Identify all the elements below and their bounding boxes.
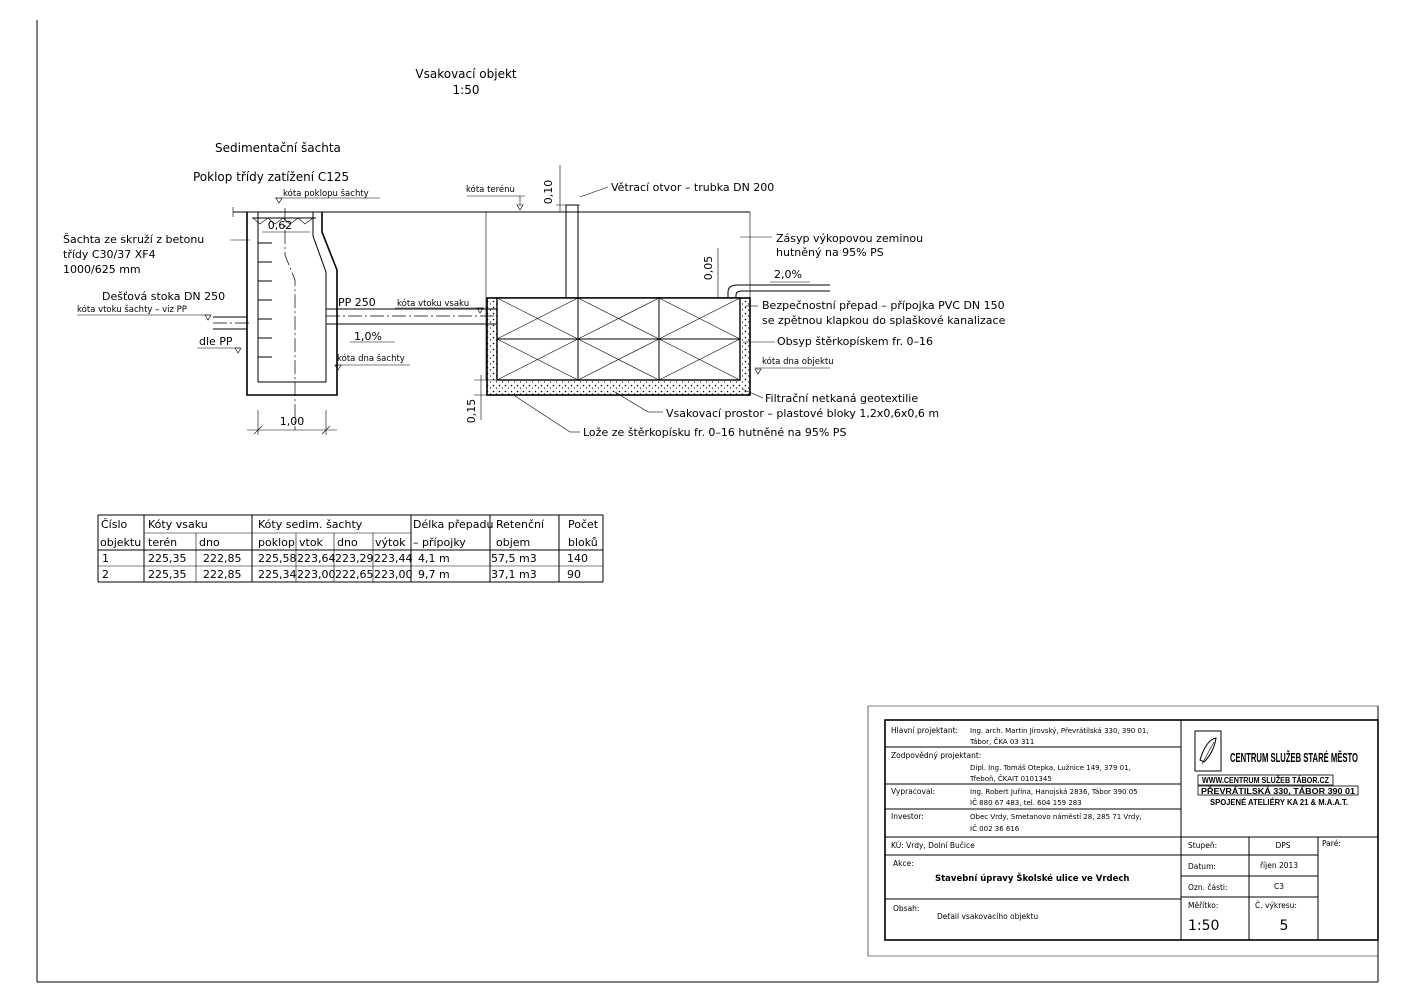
scale-value: 1:50 — [1188, 918, 1220, 934]
lbl-part: Ozn. části: — [1188, 883, 1228, 892]
connecting-pipe-pp250 — [326, 309, 498, 324]
cell: 225,58 — [258, 552, 297, 565]
infiltration-label: Vsakovací prostor – plastové bloky 1,2x0,6x0,6 m — [666, 407, 940, 420]
cell: 225,34 — [258, 568, 297, 581]
stage-value: DPS — [1275, 841, 1291, 850]
cell: 223,64 — [297, 552, 336, 565]
lbl-action: Akce: — [893, 859, 914, 868]
th-num-2: objektu — [100, 536, 142, 549]
cell: 2 — [102, 568, 109, 581]
cell: 1 — [102, 552, 109, 565]
cell: 223,00 — [297, 568, 336, 581]
drawing-scale: 1:50 — [452, 83, 480, 97]
main-designer-1: Ing. arch. Martin Jírovský, Převrátilská 330, 390 01, — [970, 727, 1149, 735]
action-name: Stavební úpravy Školské ulice ve Vrdech — [935, 874, 1130, 884]
cell: 140 — [567, 552, 588, 565]
overflow-line1: Bezpečnostní přepad – přípojka PVC DN 150 — [762, 299, 1005, 312]
th-len-1: Délka přepadu — [413, 518, 494, 531]
dim-1-00: 1,00 — [279, 415, 305, 428]
slope-1-label: 1,0% — [354, 330, 382, 343]
investor-2: IČ 002 36 616 — [970, 825, 1020, 833]
made-by-2: IČ 880 67 483, tel. 604 159 283 — [970, 799, 1082, 807]
lbl-main-designer: Hlavní projektant: — [891, 726, 959, 735]
shaft-desc-line1: Šachta ze skruží z betonu — [63, 233, 205, 246]
responsible-1: Dipl. Ing. Tomáš Otepka, Lužnice 149, 379 01, — [970, 764, 1131, 772]
shaft-title: Sedimentační šachta — [215, 141, 341, 155]
gravel-label: Obsyp štěrkopískem fr. 0–16 — [777, 335, 934, 348]
th-dno2: dno — [337, 536, 358, 549]
tank-inlet-level: kóta vtoku vsaku — [397, 299, 470, 309]
cell: 37,1 m3 — [491, 568, 537, 581]
vent-pipe — [566, 205, 578, 298]
storm-sewer-pipe — [213, 317, 250, 329]
made-by-1: Ing. Robert Juřina, Hanojská 2836, Tábor 390 05 — [970, 788, 1138, 796]
content-name: Detail vsakovacího objektu — [937, 912, 1039, 921]
lbl-investor: Investor: — [891, 812, 924, 821]
responsible-2: Třeboň, ČKAIT 0101345 — [970, 775, 1052, 783]
dim-0-62: 0,62 — [267, 219, 293, 232]
lbl-copies: Paré: — [1322, 839, 1341, 848]
logo-url: WWW.CENTRUM SLUŽEB TÁBOR.CZ — [1202, 776, 1330, 785]
geotextile-label: Filtrační netkaná geotextilie — [765, 392, 919, 405]
sedimentation-shaft — [247, 208, 337, 430]
bedding-label: Lože ze štěrkopísku fr. 0–16 hutněné na 95% PS — [583, 426, 847, 439]
cover-level-label: kóta poklopu šachty — [283, 189, 369, 199]
cadastral-area: KÚ: Vrdy, Dolní Bučice — [891, 841, 975, 850]
dim-0-15: 0,15 — [465, 398, 478, 424]
th-vsak: Kóty vsaku — [148, 518, 208, 531]
backfill-line1: Zásyp výkopovou zeminou — [776, 232, 924, 245]
th-sed: Kóty sedim. šachty — [258, 518, 363, 531]
pipe-pp250-label: PP 250 — [338, 296, 376, 309]
cell: 223,44 — [374, 552, 413, 565]
cell: 223,29 — [335, 552, 374, 565]
th-vytok: výtok — [375, 536, 406, 549]
cell: 225,35 — [148, 552, 187, 565]
company-logo — [1195, 731, 1358, 807]
shaft-inlet-level: kóta vtoku šachty – viz PP — [77, 305, 187, 315]
th-len-2: – přípojky — [413, 536, 466, 549]
cell: 223,00 — [374, 568, 413, 581]
lbl-date: Datum: — [1188, 862, 1216, 871]
backfill-line2: hutněný na 95% PS — [776, 246, 884, 259]
th-ret-1: Retenční — [496, 518, 545, 531]
cell: 225,35 — [148, 568, 187, 581]
logo-address: PŘEVRÁTILSKÁ 330, TÁBOR 390 01 — [1201, 787, 1356, 796]
main-designer-2: Tábor, ČKA 03 311 — [970, 738, 1035, 746]
cell: 57,5 m3 — [491, 552, 537, 565]
th-vtok: vtok — [299, 536, 323, 549]
drawing-number: 5 — [1279, 918, 1289, 934]
lbl-scale: Měřítko: — [1188, 901, 1219, 910]
date-value: říjen 2013 — [1259, 861, 1299, 870]
cell: 222,85 — [203, 552, 242, 565]
lbl-made-by: Vypracoval: — [891, 787, 936, 796]
dim-0-05: 0,05 — [702, 255, 715, 281]
investor-1: Obec Vrdy, Smetanovo náměstí 28, 285 71 Vrdy, — [970, 813, 1142, 821]
tank-bottom-label: kóta dna objektu — [762, 357, 834, 367]
th-poklop: poklop — [258, 536, 295, 549]
sheet-frame — [37, 20, 1378, 982]
slope-2-label: 2,0% — [774, 268, 802, 281]
shaft-desc-line3: 1000/625 mm — [63, 263, 141, 276]
th-ret-2: objem — [496, 536, 531, 549]
part-value: C3 — [1273, 882, 1285, 891]
logo-studios: SPOJENÉ ATELIÉRY KA 21 & M.A.A.T. — [1210, 798, 1348, 807]
shaft-bottom-label: kóta dna šachty — [337, 354, 405, 364]
cover-class-label: Poklop třídy zatížení C125 — [193, 170, 350, 184]
cell: 222,65 — [335, 568, 374, 581]
lbl-drawing-number: Č. výkresu: — [1255, 901, 1297, 910]
th-cnt-2: bloků — [568, 536, 598, 549]
overflow-pipe — [728, 285, 830, 298]
th-teren: terén — [148, 536, 178, 549]
table-row — [102, 552, 588, 565]
infiltration-tank — [487, 298, 750, 395]
lbl-responsible: Zodpovědný projektant: — [891, 751, 982, 760]
vent-label: Větrací otvor – trubka DN 200 — [611, 181, 775, 194]
lbl-content: Obsah: — [893, 904, 920, 913]
lbl-stage: Stupeň: — [1188, 841, 1218, 850]
shaft-desc-line2: třídy C30/37 XF4 — [63, 248, 156, 261]
cell: 4,1 m — [418, 552, 450, 565]
storm-sewer-label: Dešťová stoka DN 250 — [102, 290, 226, 303]
th-num-1: Číslo — [101, 518, 128, 531]
th-dno: dno — [199, 536, 220, 549]
dim-0-10: 0,10 — [542, 179, 555, 205]
cell: 90 — [567, 568, 581, 581]
terrain-level-label: kóta terénu — [466, 185, 515, 195]
level-markers — [275, 196, 525, 210]
cell: 9,7 m — [418, 568, 450, 581]
logo-text: CENTRUM SLUŽEB STARÉ MĚSTO — [1230, 750, 1358, 765]
drawing-title: Vsakovací objekt — [415, 67, 517, 81]
cell: 222,85 — [203, 568, 242, 581]
table-row — [102, 568, 581, 581]
th-cnt-1: Počet — [568, 518, 599, 531]
per-pp-label: dle PP — [199, 335, 233, 348]
overflow-line2: se zpětnou klapkou do splaškové kanalizace — [762, 314, 1006, 327]
